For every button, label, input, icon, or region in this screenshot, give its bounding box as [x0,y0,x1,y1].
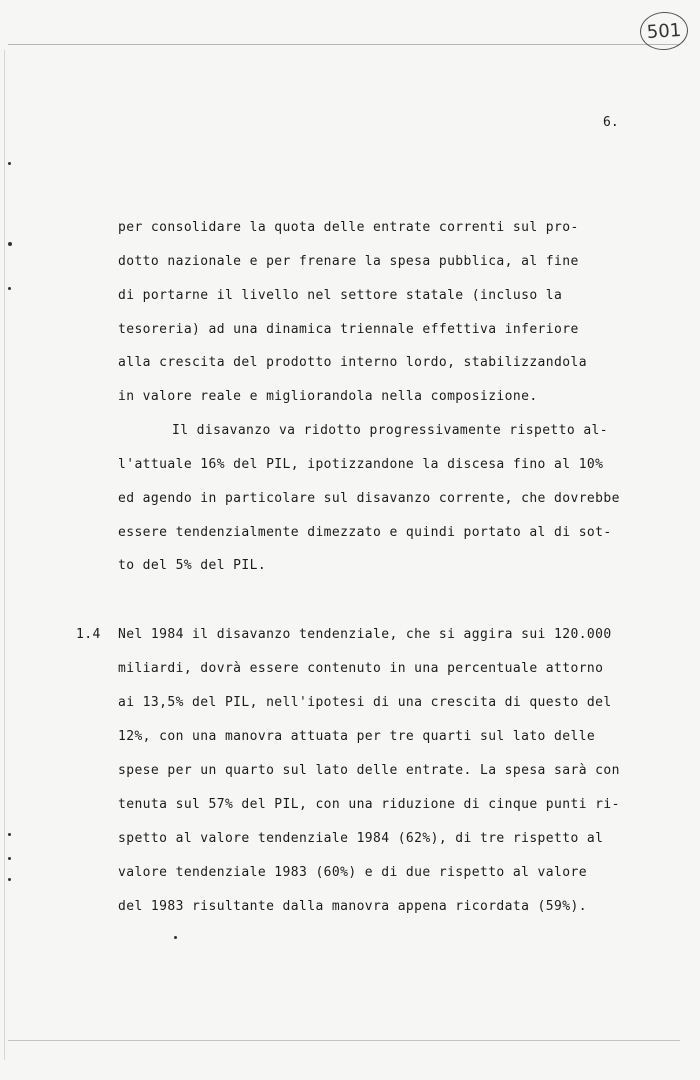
text-line: tenuta sul 57% del PIL, con una riduzione di cinque punti ri- [118,797,620,812]
text-line: ai 13,5% del PIL, nell'ipotesi di una crescita di questo del [118,695,612,710]
text-line: di portarne il livello nel settore statale (incluso la [118,288,563,303]
text-line: spese per un quarto sul lato delle entrate. La spesa sarà con [118,763,620,778]
archive-stamp: 501 [639,10,690,51]
page-top-edge [8,44,680,45]
text-line: alla crescita del prodotto interno lordo, stabilizzandola [118,355,587,370]
text-line: dotto nazionale e per frenare la spesa pubblica, al fine [118,254,579,269]
page-bottom-edge [8,1040,680,1041]
scan-speck [8,833,11,836]
page-number: 6. [603,115,619,130]
section-number: 1.4 [76,627,101,642]
text-line: per consolidare la quota delle entrate correnti sul pro- [118,220,579,235]
scan-speck [8,857,11,860]
scan-speck [8,287,11,290]
text-line: in valore reale e migliorandola nella composizione. [118,389,538,404]
scan-speck [174,936,177,939]
text-line: Nel 1984 il disavanzo tendenziale, che si aggira sui 120.000 [118,627,612,642]
text-line: spetto al valore tendenziale 1984 (62%), di tre rispetto al [118,831,604,846]
text-line: essere tendenzialmente dimezzato e quindi portato al di sot- [118,525,612,540]
scan-speck [8,162,11,165]
text-line: valore tendenziale 1983 (60%) e di due rispetto al valore [118,865,587,880]
text-line: ed agendo in particolare sul disavanzo corrente, che dovrebbe [118,491,620,506]
scan-speck [8,878,11,881]
text-line: to del 5% del PIL. [118,558,267,573]
text-line: l'attuale 16% del PIL, ipotizzandone la discesa fino al 10% [118,457,604,472]
scan-speck [8,242,12,246]
text-line: Il disavanzo va ridotto progressivamente rispetto al- [172,423,609,438]
text-line: miliardi, dovrà essere contenuto in una percentuale attorno [118,661,604,676]
page-left-edge [4,50,5,1060]
text-line: del 1983 risultante dalla manovra appena ricordata (59%). [118,899,587,914]
text-line: 12%, con una manovra attuata per tre quarti sul lato delle [118,729,596,744]
text-line: tesoreria) ad una dinamica triennale effettiva inferiore [118,322,579,337]
